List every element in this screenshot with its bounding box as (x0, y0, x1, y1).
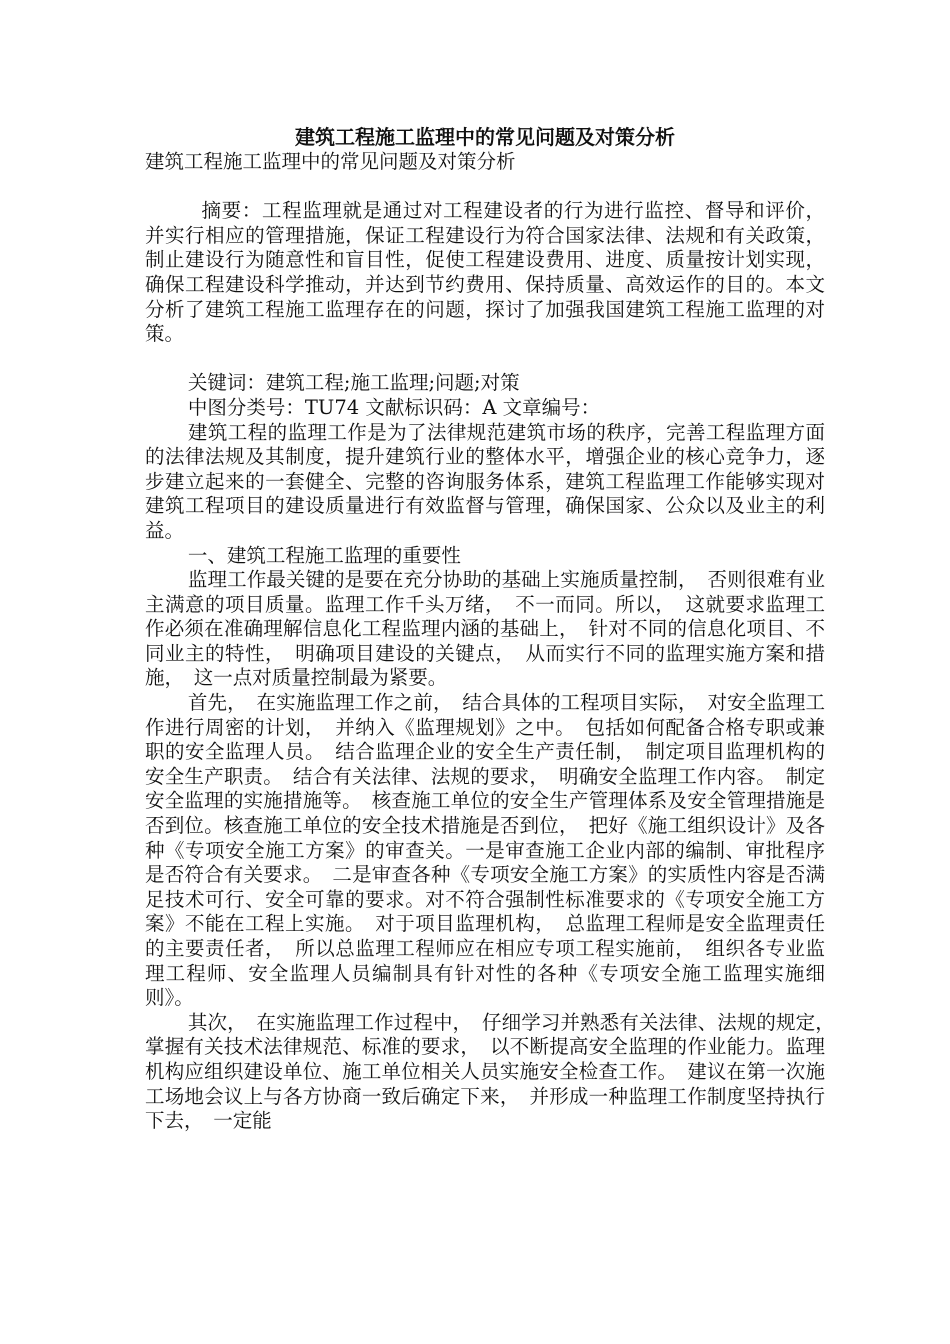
body-paragraph: 其次， 在实施监理工作过程中， 仔细学习并熟悉有关法律、法规的规定， 掌握有关技术法律规范、标准的要求， 以不断提高安全监理的作业能力。监理机构应组织建设单位、施工单位相关人员实施安全检查工作。 建议在第一次施工场地会议上与各方协商一致后确定下来， 并形成一种监理工作制度坚持执行下去， 一定能 (145, 1010, 845, 1133)
abstract-paragraph: 摘要：工程监理就是通过对工程建设者的行为进行监控、督导和评价，并实行相应的管理措施，保证工程建设行为符合国家法律、法规和有关政策，制止建设行为随意性和盲目性，促使工程建设费用、进度、质量按计划实现，确保工程建设科学推动，并达到节约费用、保持质量、高效运作的目的。本文分析了建筑工程施工监理存在的问题，探讨了加强我国建筑工程施工监理的对策。 (145, 199, 825, 346)
keywords-line: 关键词：建筑工程;施工监理;问题;对策 (187, 371, 520, 395)
classification-line: 中图分类号：TU74 文献标识码：A 文章编号： (187, 395, 601, 419)
blank-line (145, 347, 825, 372)
body-paragraph: 首先， 在实施监理工作之前， 结合具体的工程项目实际， 对安全监理工作进行周密的计划， 并纳入《监理规划》之中。 包括如何配备合格专职或兼职的安全监理人员。 结合监理企业的安全生产责任制， 制定项目监理机构的安全生产职责。 结合有关法律、法规的要求， 明确安全监理工作内容。 制定安全监理的实施措施等。 核查施工单位的安全生产管理体系及安全管理措施是否到位。核查施工单位的安全技术措施是否到位， 把好《施工组织设计》及各种《专项安全施工方案》的审查关。一是审查施工企业内部的编制、审批程序是否符合有关要求。 二是审查各种《专项安全施工方案》的实质性内容是否满足技术可行、安全可靠的要求。对不符合强制性标准要求的《专项安全施工方案》不能在工程上实施。 对于项目监理机构， 总监理工程师是安全监理责任的主要责任者， 所以总监理工程师应在相应专项工程实施前， 组织各专业监理工程师、安全监理人员编制具有针对性的各种《专项安全施工监理实施细则》。 (145, 691, 825, 1010)
intro-paragraph: 建筑工程的监理工作是为了法律规范建筑市场的秩序，完善工程监理方面的法律法规及其制度，提升建筑行业的整体水平，增强企业的核心竞争力，逐步建立起来的一套健全、完整的咨询服务体系，建筑工程监理工作能够实现对建筑工程项目的建设质量进行有效监督与管理，确保国家、公众以及业主的利益。 (145, 420, 825, 542)
document-title: 建筑工程施工监理中的常见问题及对策分析 (295, 125, 675, 149)
document-subtitle: 建筑工程施工监理中的常见问题及对策分析 (145, 150, 516, 173)
body-paragraph: 监理工作最关键的是要在充分协助的基础上实施质量控制， 否则很难有业主满意的项目质量。监理工作千头万绪， 不一而同。所以， 这就要求监理工作必须在准确理解信息化工程监理内涵的基础上， 针对不同的信息化项目、不同业主的特性， 明确项目建设的关键点， 从而实行不同的监理实施方案和措施， 这一点对质量控制最为紧要。 (145, 568, 825, 690)
blank-line (145, 175, 825, 200)
document-page (145, 118, 845, 1134)
section-heading: 一、建筑工程施工监理的重要性 (187, 543, 461, 567)
